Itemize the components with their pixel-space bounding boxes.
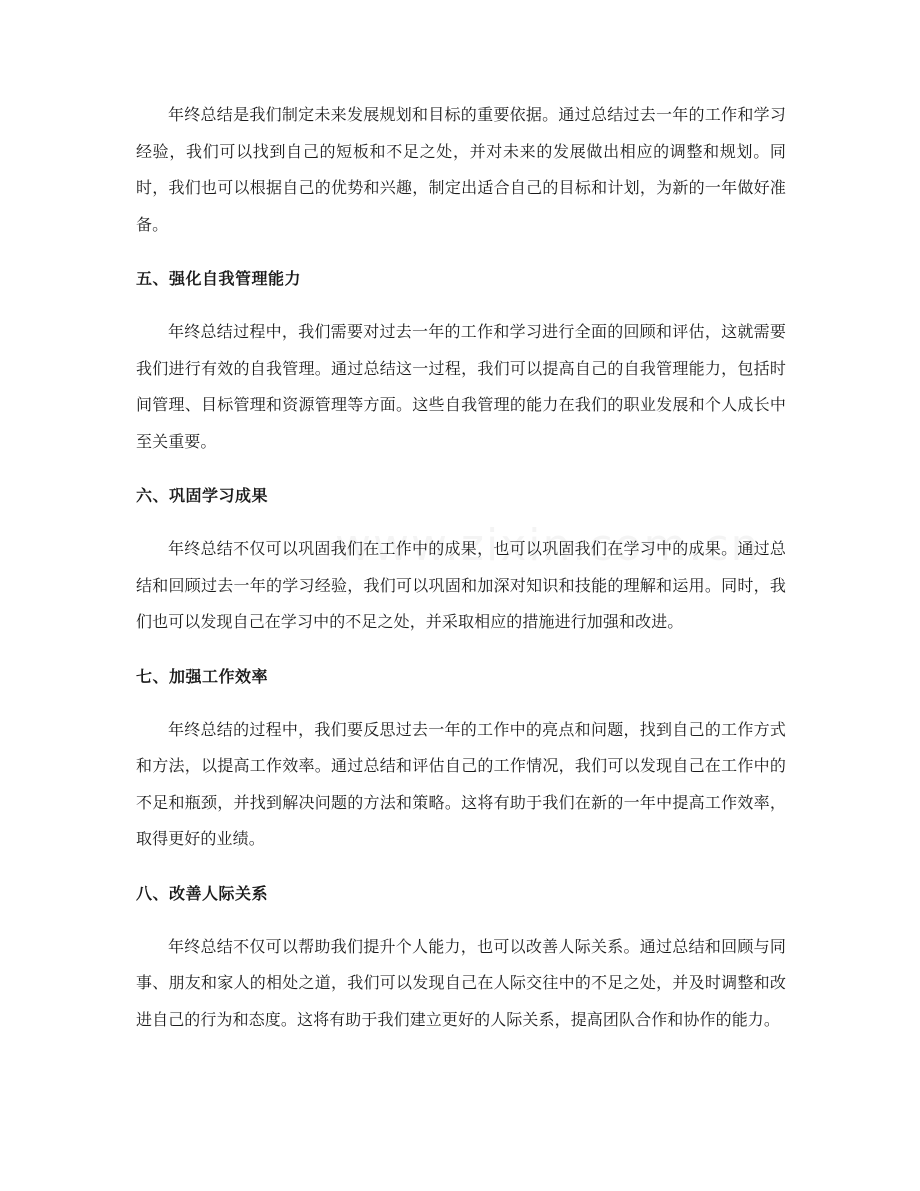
intro-paragraph: 年终总结是我们制定未来发展规划和目标的重要依据。通过总结过去一年的工作和学习经验，我们可以找到自己的短板和不足之处，并对未来的发展做出相应的调整和规划。同时，我们也可以根据自己的优势和兴趣，制定出适合自己的目标和计划，为新的一年做好准备。 — [136, 105, 786, 234]
section-heading-7: 七、加强工作效率 — [136, 666, 269, 686]
section-heading-5: 五、强化自我管理能力 — [136, 269, 302, 288]
section-paragraph-6: 年终总结不仅可以巩固我们在工作中的成果，也可以巩固我们在学习中的成果。通过总结和回顾过去一年的学习经验，我们可以巩固和加深对知识和技能的理解和运用。同时，我们也可以发现自己在学习中的不足之处，并采取相应的措施进行加强和改进。 — [136, 539, 786, 631]
section-heading-6: 六、巩固学习成果 — [136, 486, 269, 505]
section-paragraph-8: 年终总结不仅可以帮助我们提升个人能力，也可以改善人际关系。通过总结和回顾与同事、朋友和家人的相处之道，我们可以发现自己在人际交往中的不足之处，并及时调整和改进自己的行为和态度。这将有助于我们建立更好的人际关系，提高团队合作和协作的能力。 — [136, 936, 786, 1029]
section-paragraph-7: 年终总结的过程中，我们要反思过去一年的工作中的亮点和问题，找到自己的工作方式和方法，以提高工作效率。通过总结和评估自己的工作情况，我们可以发现自己在工作中的不足和瓶颈，并找到解决问题的方法和策略。这将有助于我们在新的一年中提高工作效率，取得更好的业绩。 — [136, 719, 786, 848]
section-heading-8: 八、改善人际关系 — [136, 883, 269, 903]
section-paragraph-5: 年终总结过程中，我们需要对过去一年的工作和学习进行全面的回顾和评估，这就需要我们进行有效的自我管理。通过总结这一过程，我们可以提高自己的自我管理能力，包括时间管理、目标管理和资源管理等方面。这些自我管理的能力在我们的职业发展和个人成长中至关重要。 — [136, 322, 786, 451]
document-body — [136, 97, 786, 1038]
